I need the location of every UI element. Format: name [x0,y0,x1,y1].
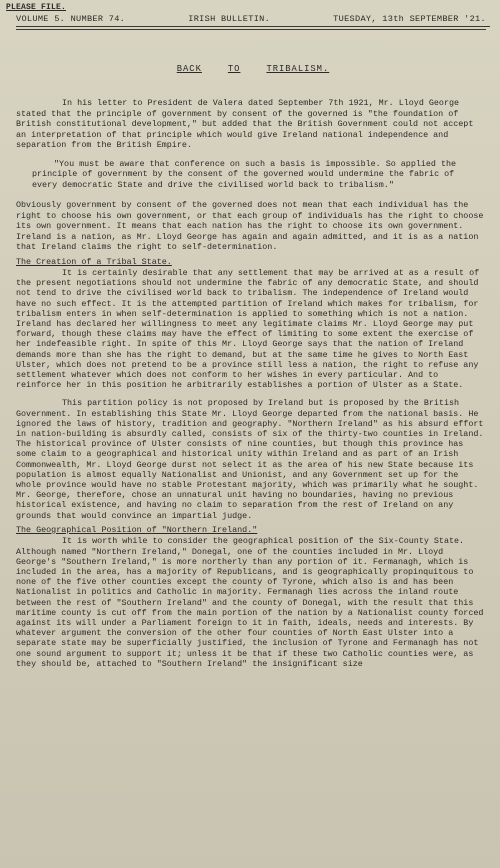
title-word-1: BACK [176,63,202,74]
paragraph-5: It is worth while to consider the geographical position of the Six-County State. Although named "Northern Ireland," Donegal, one of the counties included in Mr. Lloyd George's "Southern Ireland," is more northerly than any portion of it. Fermanagh, which is included in the area, has a majority of Republicans, and is geographically propinquitous to none of the five other counties except the county of Tyrone, which also is and has been Nationalist in politics and Catholic in majority. Fermanagh lies across the inland route between the rest of "Southern Ireland" and the county of Donegal, with the result that this maritime county is cut off from the main portion of the nation by a Nationalist county forced against its will under a Parliament foreign to it in faith, ideals, needs and interests. By whatever argument the conversion of the other four counties of North East Ulster into a separate state may be superficially justified, the inclusion of Tyrone and Fermanagh has not one sound argument to support it; unless it be that if these two Catholic counties were, as they should be, attached to "Southern Ireland" the insignificant size [16,536,484,669]
article-body [16,98,490,669]
volume-number: VOLUME 5. NUMBER 74. [16,14,126,24]
section-heading-1 [16,257,486,268]
file-stamp: PLEASE FILE. [6,3,67,12]
header-rule [16,29,486,30]
paragraph-1: In his letter to President de Valera dated September 7th 1921, Mr. Lloyd George stated that the principle of government by consent of the governed is "the foundation of British constitutional development," but added that the British Government could not accept an interpretation of that principle which would give Ireland national independence and separation from the British Empire. [16,98,474,150]
publication-name: IRISH BULLETIN. [188,14,271,24]
section-heading-2-text: The Geographical Position of "Northern Ireland." [16,524,258,535]
section-heading-1-text: The Creation of a Tribal State. [16,256,172,267]
section-heading-2 [16,525,486,536]
issue-date: TUESDAY, 13th SEPTEMBER '21. [333,14,486,24]
paragraph-2: Obviously government by consent of the governed does not mean that each individual has the right to choose his own government, or that each group of individuals has the right to choose its own government. It means that each nation has the right to choose its own government. Ireland is a nation, as Mr. Lloyd George has again and again admitted, and it is as a nation that Ireland claims the right to self-determination. [16,200,484,252]
article-title [16,64,490,75]
paragraph-3: It is certainly desirable that any settlement that may be arrived at as a result of the present negotiations should not undermine the fabric of any democratic State, and should not tend to drive the civilised world back to tribalism. The independence of Ireland would have no such effect. It is the attempted partition of Ireland which makes for tribalism, for tribalism enters in when self-determination is applied to something which is not a nation. Ireland has declared her willingness to meet any legitimate claims Mr. Lloyd George may put forward, though these claims may have the effect of limiting to some extent the exercise of her indefeasible right. In spite of this Mr. Lloyd George says that the nation of Ireland demands more than she has the right to demand, but at the same time he gives to North East Ulster, which does not pretend to be a province still less a nation, the right to refuse any settlement whatever which does not conform to her wishes in every particular. And to reinforce her in this position he arbitrarily establishes a portion of Ulster as a State. [16,268,480,391]
title-word-3: TRIBALISM. [266,63,330,74]
block-quote: "You must be aware that conference on such a basis is impossible. So applied the principle of government by the consent of the governed would undermine the fabric of every democratic State and drive the civilised world back to tribalism." [32,158,457,190]
title-word-2: TO [227,63,241,74]
bulletin-header [16,14,490,27]
paragraph-4: This partition policy is not proposed by Ireland but is proposed by the British Government. In establishing this State Mr. Lloyd George departed from the national basis. He ignored the laws of history, tradition and geography. "Northern Ireland" as his absurd effort in nation-building is absurdly called, consists of six of the thirty-two counties in Ireland. The historical province of Ulster consists of nine counties, but though this province has some claim to a geographical and historical unity within Ireland and as part of an Irish Commonwealth, Mr. Lloyd George durst not select it as the area of his new State because its population is almost equally Nationalist and Unionist, and any Government set up for the whole province would have no stable Protestant majority, which was primarily what he sought. Mr. George, therefore, chose an unnatural unit having no boundaries, having no previous historical existence, and having no claim to separation from the rest of Ireland on any grounds that would convince an impartial judge. [16,398,484,521]
